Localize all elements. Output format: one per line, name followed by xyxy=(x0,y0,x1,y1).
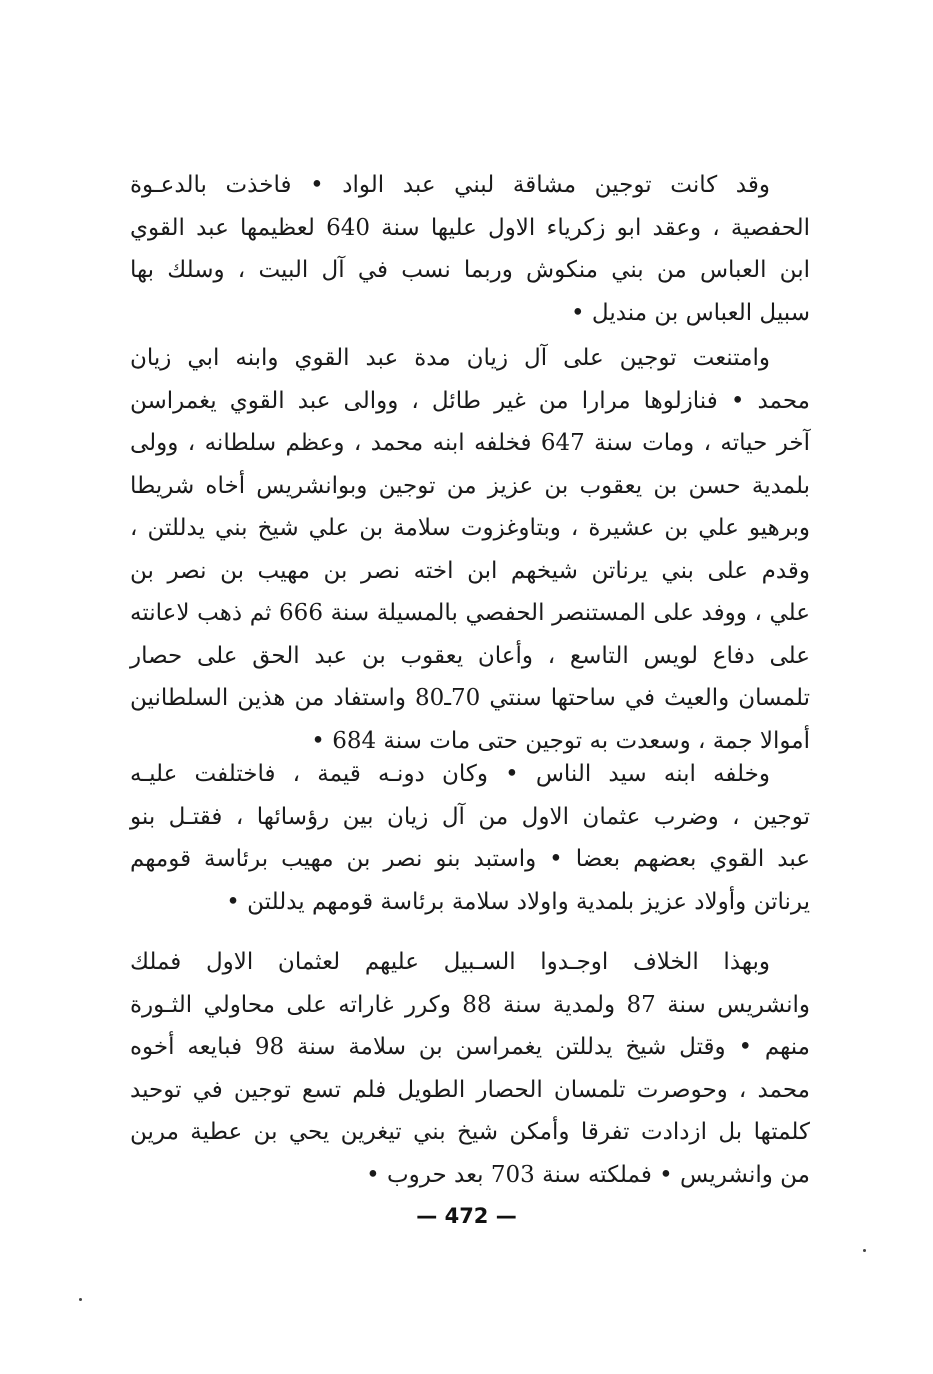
text-line: تلمسان والعيث في ساحتها سنتي 70ـ80 واستفاد من هذين السلطانين xyxy=(130,685,810,711)
text-line: آخر حياته ، ومات سنة 647 فخلفه ابنه محمد ، وعظم سلطانه ، وولى xyxy=(130,430,810,456)
page-number: — 472 — xyxy=(416,1204,517,1228)
text-line: من وانشريس • فملكته سنة 703 بعد حروب • xyxy=(366,1161,810,1188)
text-line: أموالا جمة ، وسعدت به توجين حتى مات سنة 684 • xyxy=(311,727,810,754)
paragraph-3 xyxy=(130,753,810,923)
text-line: محمد ، وحوصرت تلمسان الحصار الطويل فلم تسع توجين في توحيد xyxy=(130,1076,810,1103)
text-line: كلمتها بل ازدادت تفرقا وأمكن شيخ بني تيغرين يحي بن عطية مرين xyxy=(130,1119,810,1145)
text-line: بلمدية حسن بن يعقوب بن عزيز من توجين وبوانشريس أخاه شريطا xyxy=(130,472,810,499)
text-line: علي ، ووفد على المستنصر الحفصي بالمسيلة سنة 666 ثم ذهب لاعانته xyxy=(130,600,810,626)
paragraph-4 xyxy=(130,941,810,1196)
paragraph-2 xyxy=(130,337,810,762)
text-line: محمد • فنازلوها مرارا من غير طائل ، ووالى عبد القوي يغمراسن xyxy=(130,387,810,414)
scan-speck xyxy=(863,1249,866,1252)
text-line: ابن العباس من بني منكوش وربما نسب في آل البيت ، وسلك بها xyxy=(130,257,810,283)
text-line: الحفصية ، وعقد ابو زكرياء الاول عليها سنة 640 لعظيمها عبد القوي xyxy=(130,214,810,241)
text-line: وقدم على بني يرناتن شيخهم ابن اخته نصر بن مهيب بن نصر بن xyxy=(130,557,810,584)
text-line: وانشريس سنة 87 ولمدية سنة 88 وكرر غاراته على محاولي الثـورة xyxy=(130,991,810,1018)
text-line: منهم • وقتل شيخ يدللتن يغمراسن بن سلامة سنة 98 فبايعه أخوه xyxy=(130,1034,810,1060)
text-line: على دفاع لويس التاسع ، وأعان يعقوب بن عبد الحق على حصار xyxy=(130,642,810,669)
text-line: يرناتن وأولاد عزيز بلمدية واولاد سلامة برئاسة قومهم يدللتن • xyxy=(226,888,810,915)
text-line: توجين ، وضرب عثمان الاول من آل زيان بين رؤسائها ، فقتـل بنو xyxy=(130,803,810,830)
text-line: وبهذا الخلاف اوجـدوا السـبيل عليهم لعثمان الاول فملك xyxy=(130,949,770,975)
paragraph-1 xyxy=(130,164,810,334)
text-line: وامتنعت توجين على آل زيان مدة عبد القوي وابنه ابي زيان xyxy=(130,345,770,371)
text-line: سبيل العباس بن منديل • xyxy=(571,299,810,326)
text-line: عبد القوي بعضهم بعضا • واستبد بنو نصر بن مهيب برئاسة قومهم xyxy=(130,846,810,872)
text-line: وبرهيو علي بن عشيرة ، وبتاوغزوت سلامة بن علي شيخ بني يدللتن ، xyxy=(130,515,810,541)
text-line: وخلفه ابنه سيد الناس • وكان دونـه قيمة ، فاختلفت عليـه xyxy=(130,761,770,787)
scan-speck xyxy=(79,1298,82,1301)
text-line: وقد كانت توجين مشاقة لبني عبد الواد • فاخذت بالدعـوة xyxy=(130,172,770,198)
